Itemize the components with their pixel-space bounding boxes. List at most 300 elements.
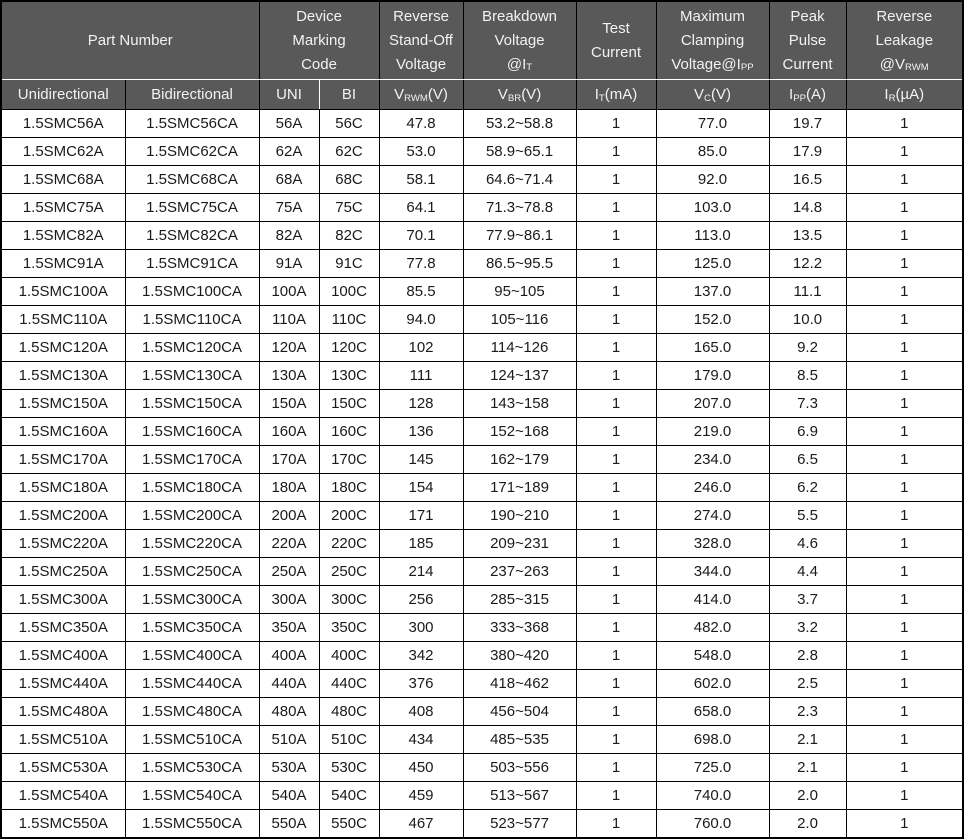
cell-vrwm: 459 xyxy=(379,782,463,810)
cell-vbr: 162~179 xyxy=(463,446,576,474)
cell-vrwm: 171 xyxy=(379,502,463,530)
table-row xyxy=(1,418,963,446)
cell-uni-code: 400A xyxy=(259,642,319,670)
cell-unidirectional: 1.5SMC56A xyxy=(1,110,125,138)
cell-it: 1 xyxy=(576,362,656,390)
cell-unidirectional: 1.5SMC150A xyxy=(1,390,125,418)
cell-ir: 1 xyxy=(846,418,963,446)
cell-ipp: 11.1 xyxy=(769,278,846,306)
table-row xyxy=(1,754,963,782)
cell-ipp: 2.0 xyxy=(769,810,846,838)
cell-unidirectional: 1.5SMC440A xyxy=(1,670,125,698)
cell-ipp: 5.5 xyxy=(769,502,846,530)
cell-vbr: 237~263 xyxy=(463,558,576,586)
cell-vbr: 71.3~78.8 xyxy=(463,194,576,222)
cell-bidirectional: 1.5SMC56CA xyxy=(125,110,259,138)
cell-vc: 246.0 xyxy=(656,474,769,502)
cell-ir: 1 xyxy=(846,642,963,670)
cell-it: 1 xyxy=(576,670,656,698)
cell-vbr: 456~504 xyxy=(463,698,576,726)
cell-bi-code: 150C xyxy=(319,390,379,418)
cell-vc: 165.0 xyxy=(656,334,769,362)
cell-bi-code: 540C xyxy=(319,782,379,810)
cell-ipp: 2.1 xyxy=(769,754,846,782)
cell-it: 1 xyxy=(576,306,656,334)
cell-ipp: 8.5 xyxy=(769,362,846,390)
cell-unidirectional: 1.5SMC400A xyxy=(1,642,125,670)
cell-vrwm: 408 xyxy=(379,698,463,726)
cell-vrwm: 214 xyxy=(379,558,463,586)
cell-vc: 698.0 xyxy=(656,726,769,754)
cell-uni-code: 56A xyxy=(259,110,319,138)
cell-unidirectional: 1.5SMC82A xyxy=(1,222,125,250)
cell-vc: 179.0 xyxy=(656,362,769,390)
cell-uni-code: 110A xyxy=(259,306,319,334)
cell-unidirectional: 1.5SMC510A xyxy=(1,726,125,754)
cell-ir: 1 xyxy=(846,670,963,698)
cell-vrwm: 185 xyxy=(379,530,463,558)
table-row xyxy=(1,614,963,642)
cell-unidirectional: 1.5SMC480A xyxy=(1,698,125,726)
cell-bidirectional: 1.5SMC100CA xyxy=(125,278,259,306)
cell-vbr: 86.5~95.5 xyxy=(463,250,576,278)
cell-bi-code: 62C xyxy=(319,138,379,166)
cell-uni-code: 62A xyxy=(259,138,319,166)
table-row xyxy=(1,502,963,530)
cell-bi-code: 75C xyxy=(319,194,379,222)
cell-bi-code: 250C xyxy=(319,558,379,586)
cell-it: 1 xyxy=(576,334,656,362)
cell-bidirectional: 1.5SMC250CA xyxy=(125,558,259,586)
cell-bidirectional: 1.5SMC180CA xyxy=(125,474,259,502)
cell-vbr: 114~126 xyxy=(463,334,576,362)
cell-uni-code: 170A xyxy=(259,446,319,474)
cell-vc: 113.0 xyxy=(656,222,769,250)
cell-vc: 740.0 xyxy=(656,782,769,810)
cell-vbr: 124~137 xyxy=(463,362,576,390)
cell-bidirectional: 1.5SMC510CA xyxy=(125,726,259,754)
cell-uni-code: 150A xyxy=(259,390,319,418)
cell-bi-code: 300C xyxy=(319,586,379,614)
cell-it: 1 xyxy=(576,502,656,530)
cell-uni-code: 180A xyxy=(259,474,319,502)
cell-bi-code: 350C xyxy=(319,614,379,642)
cell-vc: 548.0 xyxy=(656,642,769,670)
cell-vc: 103.0 xyxy=(656,194,769,222)
cell-vrwm: 450 xyxy=(379,754,463,782)
cell-uni-code: 550A xyxy=(259,810,319,838)
cell-it: 1 xyxy=(576,110,656,138)
cell-bidirectional: 1.5SMC120CA xyxy=(125,334,259,362)
cell-it: 1 xyxy=(576,558,656,586)
cell-ipp: 19.7 xyxy=(769,110,846,138)
cell-vrwm: 102 xyxy=(379,334,463,362)
cell-bidirectional: 1.5SMC540CA xyxy=(125,782,259,810)
cell-ir: 1 xyxy=(846,334,963,362)
cell-it: 1 xyxy=(576,474,656,502)
cell-bidirectional: 1.5SMC350CA xyxy=(125,614,259,642)
cell-vbr: 333~368 xyxy=(463,614,576,642)
cell-ir: 1 xyxy=(846,474,963,502)
cell-bi-code: 180C xyxy=(319,474,379,502)
column-header-bi-code: BI xyxy=(319,80,379,110)
cell-unidirectional: 1.5SMC250A xyxy=(1,558,125,586)
cell-bi-code: 530C xyxy=(319,754,379,782)
table-row xyxy=(1,306,963,334)
cell-uni-code: 91A xyxy=(259,250,319,278)
cell-bidirectional: 1.5SMC91CA xyxy=(125,250,259,278)
cell-unidirectional: 1.5SMC200A xyxy=(1,502,125,530)
cell-ir: 1 xyxy=(846,726,963,754)
cell-vrwm: 111 xyxy=(379,362,463,390)
header-group-breakdown-voltage: Breakdown Voltage $@I_T$ xyxy=(463,1,576,80)
cell-ipp: 6.9 xyxy=(769,418,846,446)
cell-bidirectional: 1.5SMC110CA xyxy=(125,306,259,334)
cell-ir: 1 xyxy=(846,446,963,474)
cell-vbr: 418~462 xyxy=(463,670,576,698)
table-row xyxy=(1,334,963,362)
header-group-device-marking-code: Device Marking Code xyxy=(259,1,379,80)
cell-uni-code: 510A xyxy=(259,726,319,754)
header-group-test-current: Test Current xyxy=(576,1,656,80)
cell-it: 1 xyxy=(576,698,656,726)
cell-vbr: 523~577 xyxy=(463,810,576,838)
cell-vbr: 380~420 xyxy=(463,642,576,670)
cell-vrwm: 136 xyxy=(379,418,463,446)
cell-bi-code: 200C xyxy=(319,502,379,530)
table-row xyxy=(1,110,963,138)
table-row xyxy=(1,446,963,474)
cell-vrwm: 128 xyxy=(379,390,463,418)
cell-bi-code: 100C xyxy=(319,278,379,306)
cell-vrwm: 434 xyxy=(379,726,463,754)
cell-vc: 137.0 xyxy=(656,278,769,306)
cell-ipp: 13.5 xyxy=(769,222,846,250)
cell-vc: 658.0 xyxy=(656,698,769,726)
cell-ipp: 17.9 xyxy=(769,138,846,166)
cell-uni-code: 250A xyxy=(259,558,319,586)
cell-bi-code: 130C xyxy=(319,362,379,390)
column-header-bidirectional: Bidirectional xyxy=(125,80,259,110)
cell-vbr: 209~231 xyxy=(463,530,576,558)
cell-vc: 414.0 xyxy=(656,586,769,614)
cell-vrwm: 145 xyxy=(379,446,463,474)
cell-uni-code: 200A xyxy=(259,502,319,530)
table-row xyxy=(1,250,963,278)
cell-ipp: 4.6 xyxy=(769,530,846,558)
cell-ir: 1 xyxy=(846,558,963,586)
cell-it: 1 xyxy=(576,250,656,278)
cell-bidirectional: 1.5SMC530CA xyxy=(125,754,259,782)
cell-vrwm: 64.1 xyxy=(379,194,463,222)
cell-ipp: 3.2 xyxy=(769,614,846,642)
cell-vrwm: 300 xyxy=(379,614,463,642)
cell-uni-code: 68A xyxy=(259,166,319,194)
cell-ir: 1 xyxy=(846,586,963,614)
cell-bi-code: 110C xyxy=(319,306,379,334)
cell-bidirectional: 1.5SMC160CA xyxy=(125,418,259,446)
cell-uni-code: 540A xyxy=(259,782,319,810)
cell-ir: 1 xyxy=(846,278,963,306)
cell-unidirectional: 1.5SMC62A xyxy=(1,138,125,166)
cell-vc: 207.0 xyxy=(656,390,769,418)
cell-vc: 725.0 xyxy=(656,754,769,782)
cell-ir: 1 xyxy=(846,138,963,166)
cell-uni-code: 82A xyxy=(259,222,319,250)
cell-it: 1 xyxy=(576,586,656,614)
header-group-row xyxy=(1,1,963,80)
cell-ir: 1 xyxy=(846,614,963,642)
cell-vbr: 105~116 xyxy=(463,306,576,334)
cell-ipp: 9.2 xyxy=(769,334,846,362)
cell-it: 1 xyxy=(576,166,656,194)
header-group-peak-pulse-current: Peak Pulse Current xyxy=(769,1,846,80)
cell-vrwm: 342 xyxy=(379,642,463,670)
cell-vbr: 58.9~65.1 xyxy=(463,138,576,166)
cell-ipp: 2.3 xyxy=(769,698,846,726)
cell-unidirectional: 1.5SMC91A xyxy=(1,250,125,278)
cell-vrwm: 256 xyxy=(379,586,463,614)
cell-vbr: 285~315 xyxy=(463,586,576,614)
cell-unidirectional: 1.5SMC550A xyxy=(1,810,125,838)
cell-unidirectional: 1.5SMC170A xyxy=(1,446,125,474)
cell-bidirectional: 1.5SMC68CA xyxy=(125,166,259,194)
column-header-vrwm: $V_{RWM}(V)$ xyxy=(379,80,463,110)
cell-ir: 1 xyxy=(846,754,963,782)
cell-vbr: 152~168 xyxy=(463,418,576,446)
table-row xyxy=(1,166,963,194)
cell-it: 1 xyxy=(576,194,656,222)
cell-ipp: 6.5 xyxy=(769,446,846,474)
cell-ipp: 3.7 xyxy=(769,586,846,614)
cell-unidirectional: 1.5SMC350A xyxy=(1,614,125,642)
cell-bi-code: 480C xyxy=(319,698,379,726)
cell-it: 1 xyxy=(576,782,656,810)
cell-it: 1 xyxy=(576,390,656,418)
header-group-reverse-stand-off-voltage: Reverse Stand-Off Voltage xyxy=(379,1,463,80)
header-sub-row xyxy=(1,80,963,110)
cell-ipp: 12.2 xyxy=(769,250,846,278)
cell-ipp: 2.5 xyxy=(769,670,846,698)
cell-vrwm: 58.1 xyxy=(379,166,463,194)
cell-ipp: 2.0 xyxy=(769,782,846,810)
cell-vc: 77.0 xyxy=(656,110,769,138)
cell-ir: 1 xyxy=(846,166,963,194)
table-row xyxy=(1,586,963,614)
cell-it: 1 xyxy=(576,222,656,250)
table-row xyxy=(1,194,963,222)
cell-bi-code: 56C xyxy=(319,110,379,138)
cell-vc: 328.0 xyxy=(656,530,769,558)
cell-uni-code: 220A xyxy=(259,530,319,558)
header-group-maximum-clamping-voltage: Maximum Clamping $Voltage@I_{PP}$ xyxy=(656,1,769,80)
cell-vbr: 143~158 xyxy=(463,390,576,418)
cell-vbr: 53.2~58.8 xyxy=(463,110,576,138)
cell-it: 1 xyxy=(576,418,656,446)
cell-unidirectional: 1.5SMC68A xyxy=(1,166,125,194)
cell-uni-code: 480A xyxy=(259,698,319,726)
cell-ir: 1 xyxy=(846,362,963,390)
cell-bi-code: 120C xyxy=(319,334,379,362)
cell-it: 1 xyxy=(576,810,656,838)
cell-vrwm: 154 xyxy=(379,474,463,502)
cell-ipp: 2.1 xyxy=(769,726,846,754)
cell-unidirectional: 1.5SMC130A xyxy=(1,362,125,390)
cell-it: 1 xyxy=(576,446,656,474)
cell-uni-code: 300A xyxy=(259,586,319,614)
column-header-ipp: $I_{PP}(A)$ xyxy=(769,80,846,110)
cell-vc: 152.0 xyxy=(656,306,769,334)
cell-uni-code: 530A xyxy=(259,754,319,782)
cell-bidirectional: 1.5SMC220CA xyxy=(125,530,259,558)
cell-uni-code: 75A xyxy=(259,194,319,222)
cell-uni-code: 120A xyxy=(259,334,319,362)
cell-vrwm: 70.1 xyxy=(379,222,463,250)
cell-ipp: 16.5 xyxy=(769,166,846,194)
cell-vc: 602.0 xyxy=(656,670,769,698)
cell-vc: 344.0 xyxy=(656,558,769,586)
cell-bi-code: 160C xyxy=(319,418,379,446)
cell-vc: 274.0 xyxy=(656,502,769,530)
cell-bi-code: 82C xyxy=(319,222,379,250)
cell-uni-code: 160A xyxy=(259,418,319,446)
cell-bidirectional: 1.5SMC130CA xyxy=(125,362,259,390)
cell-vbr: 513~567 xyxy=(463,782,576,810)
cell-unidirectional: 1.5SMC220A xyxy=(1,530,125,558)
column-header-vbr: $V_{BR}(V)$ xyxy=(463,80,576,110)
cell-uni-code: 100A xyxy=(259,278,319,306)
table-row xyxy=(1,222,963,250)
cell-vc: 85.0 xyxy=(656,138,769,166)
cell-vbr: 95~105 xyxy=(463,278,576,306)
cell-bidirectional: 1.5SMC480CA xyxy=(125,698,259,726)
column-header-it: $I_T(mA)$ xyxy=(576,80,656,110)
table-row xyxy=(1,558,963,586)
cell-vrwm: 47.8 xyxy=(379,110,463,138)
cell-bi-code: 550C xyxy=(319,810,379,838)
table-row xyxy=(1,810,963,838)
cell-bidirectional: 1.5SMC440CA xyxy=(125,670,259,698)
cell-bidirectional: 1.5SMC200CA xyxy=(125,502,259,530)
cell-vbr: 190~210 xyxy=(463,502,576,530)
cell-unidirectional: 1.5SMC180A xyxy=(1,474,125,502)
cell-bidirectional: 1.5SMC62CA xyxy=(125,138,259,166)
cell-uni-code: 440A xyxy=(259,670,319,698)
cell-ipp: 2.8 xyxy=(769,642,846,670)
cell-uni-code: 130A xyxy=(259,362,319,390)
table-header xyxy=(1,1,963,110)
cell-ipp: 4.4 xyxy=(769,558,846,586)
column-header-unidirectional: Unidirectional xyxy=(1,80,125,110)
cell-it: 1 xyxy=(576,726,656,754)
header-group-reverse-leakage: Reverse Leakage $@V_{RWM}$ xyxy=(846,1,963,80)
cell-unidirectional: 1.5SMC300A xyxy=(1,586,125,614)
cell-bidirectional: 1.5SMC550CA xyxy=(125,810,259,838)
table-row xyxy=(1,138,963,166)
cell-vrwm: 94.0 xyxy=(379,306,463,334)
cell-bidirectional: 1.5SMC170CA xyxy=(125,446,259,474)
cell-ir: 1 xyxy=(846,502,963,530)
cell-bidirectional: 1.5SMC300CA xyxy=(125,586,259,614)
table-row xyxy=(1,530,963,558)
column-header-vc: $V_C(V)$ xyxy=(656,80,769,110)
cell-vc: 219.0 xyxy=(656,418,769,446)
cell-unidirectional: 1.5SMC530A xyxy=(1,754,125,782)
cell-ir: 1 xyxy=(846,390,963,418)
cell-ir: 1 xyxy=(846,810,963,838)
cell-vc: 92.0 xyxy=(656,166,769,194)
column-header-uni-code: UNI xyxy=(259,80,319,110)
cell-it: 1 xyxy=(576,642,656,670)
table-row xyxy=(1,670,963,698)
cell-unidirectional: 1.5SMC160A xyxy=(1,418,125,446)
cell-vrwm: 77.8 xyxy=(379,250,463,278)
cell-it: 1 xyxy=(576,138,656,166)
cell-bi-code: 91C xyxy=(319,250,379,278)
cell-ir: 1 xyxy=(846,530,963,558)
cell-vbr: 64.6~71.4 xyxy=(463,166,576,194)
cell-bidirectional: 1.5SMC400CA xyxy=(125,642,259,670)
cell-unidirectional: 1.5SMC540A xyxy=(1,782,125,810)
table-row xyxy=(1,278,963,306)
cell-bi-code: 440C xyxy=(319,670,379,698)
cell-it: 1 xyxy=(576,278,656,306)
cell-vbr: 77.9~86.1 xyxy=(463,222,576,250)
cell-bi-code: 220C xyxy=(319,530,379,558)
cell-ipp: 14.8 xyxy=(769,194,846,222)
cell-ir: 1 xyxy=(846,250,963,278)
table-row xyxy=(1,726,963,754)
table-row xyxy=(1,642,963,670)
cell-bidirectional: 1.5SMC82CA xyxy=(125,222,259,250)
cell-uni-code: 350A xyxy=(259,614,319,642)
table-body xyxy=(1,110,963,838)
table-row xyxy=(1,474,963,502)
cell-bidirectional: 1.5SMC150CA xyxy=(125,390,259,418)
cell-bi-code: 400C xyxy=(319,642,379,670)
cell-bidirectional: 1.5SMC75CA xyxy=(125,194,259,222)
cell-bi-code: 170C xyxy=(319,446,379,474)
cell-vc: 234.0 xyxy=(656,446,769,474)
cell-ipp: 10.0 xyxy=(769,306,846,334)
table-row xyxy=(1,698,963,726)
cell-vc: 482.0 xyxy=(656,614,769,642)
cell-ipp: 6.2 xyxy=(769,474,846,502)
cell-ir: 1 xyxy=(846,222,963,250)
cell-vrwm: 85.5 xyxy=(379,278,463,306)
cell-vc: 125.0 xyxy=(656,250,769,278)
cell-vc: 760.0 xyxy=(656,810,769,838)
cell-vrwm: 53.0 xyxy=(379,138,463,166)
cell-ipp: 7.3 xyxy=(769,390,846,418)
cell-unidirectional: 1.5SMC100A xyxy=(1,278,125,306)
cell-vbr: 171~189 xyxy=(463,474,576,502)
cell-bi-code: 68C xyxy=(319,166,379,194)
cell-ir: 1 xyxy=(846,782,963,810)
column-header-ir: $I_R(\mu A)$ xyxy=(846,80,963,110)
cell-ir: 1 xyxy=(846,306,963,334)
cell-it: 1 xyxy=(576,614,656,642)
cell-unidirectional: 1.5SMC110A xyxy=(1,306,125,334)
table-row xyxy=(1,390,963,418)
cell-bi-code: 510C xyxy=(319,726,379,754)
table-row xyxy=(1,782,963,810)
cell-unidirectional: 1.5SMC120A xyxy=(1,334,125,362)
cell-ir: 1 xyxy=(846,110,963,138)
cell-vbr: 485~535 xyxy=(463,726,576,754)
cell-vrwm: 467 xyxy=(379,810,463,838)
header-group-part-number: Part Number xyxy=(1,1,259,80)
